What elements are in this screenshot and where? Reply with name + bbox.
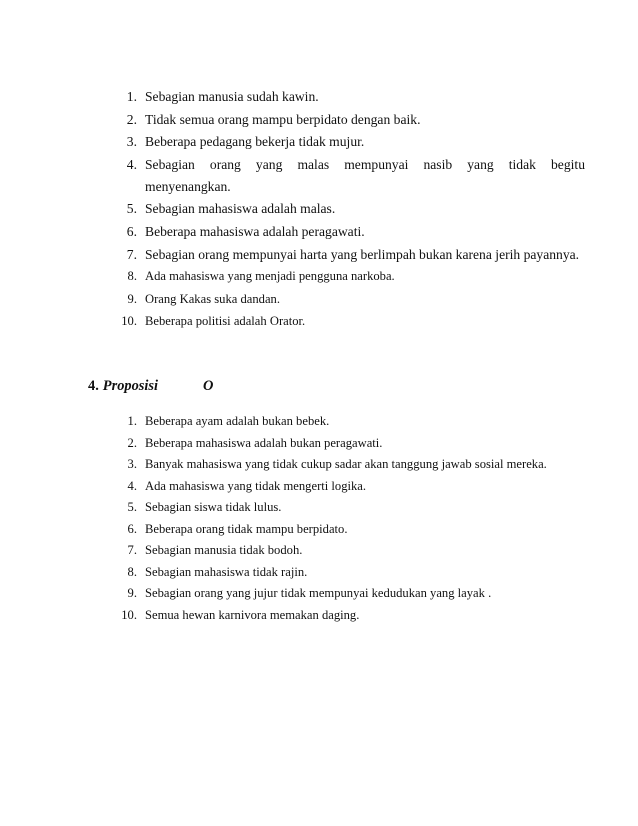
item-number: 1. <box>127 414 137 428</box>
item-number: 8. <box>127 564 137 579</box>
item-text-continuation: menyenangkan. <box>145 178 231 194</box>
list-item <box>105 519 585 541</box>
item-number: 4. <box>126 156 137 172</box>
item-text: Sebagian mahasiswa adalah malas. <box>145 201 336 217</box>
list-item <box>105 109 585 130</box>
list-item <box>105 562 585 584</box>
section-number: 4. <box>88 378 99 394</box>
item-text: Sebagian orang mempunyai harta yang berlimpah bukan karena jerih payannya. <box>145 246 580 262</box>
list-item <box>105 497 585 519</box>
item-number: 10. <box>121 607 137 622</box>
item-text: Beberapa orang tidak mampu berpidato. <box>145 521 348 536</box>
item-text: Sebagian manusia tidak bodoh. <box>145 543 303 557</box>
item-text: Beberapa mahasiswa adalah bukan peragawati. <box>145 435 383 450</box>
list-item <box>105 433 585 455</box>
item-text: Beberapa ayam adalah bukan bebek. <box>145 414 330 428</box>
item-number: 2. <box>127 435 137 450</box>
item-number: 8. <box>127 269 137 284</box>
item-text: Sebagian orang yang malas mempunyai nasib yang tidak begitu <box>145 156 585 172</box>
item-number: 9. <box>127 291 137 306</box>
examples-list-1 <box>105 86 585 334</box>
list-item <box>105 131 585 152</box>
item-text: Banyak mahasiswa yang tidak cukup sadar akan tanggung jawab sosial mereka. <box>145 457 547 471</box>
item-number: 1. <box>126 89 137 104</box>
item-text: Semua hewan karnivora memakan daging. <box>145 607 360 622</box>
item-number: 7. <box>127 543 137 557</box>
list-item <box>105 583 585 605</box>
item-number: 9. <box>127 586 137 600</box>
list-item <box>105 605 585 627</box>
examples-list-2 <box>105 411 585 626</box>
section-letter: O <box>203 378 214 394</box>
list-item <box>105 289 585 310</box>
item-text: Orang Kakas suka dandan. <box>145 291 280 306</box>
item-text: Tidak semua orang mampu berpidato dengan baik. <box>145 111 421 127</box>
item-number: 3. <box>127 457 137 471</box>
item-number: 2. <box>126 111 137 127</box>
item-number: 5. <box>126 201 137 217</box>
list-item <box>105 198 585 219</box>
item-number: 5. <box>127 500 137 514</box>
list-item <box>105 86 585 107</box>
list-item <box>105 221 585 242</box>
item-text: Ada mahasiswa yang menjadi pengguna narkoba. <box>145 269 395 284</box>
item-number: 10. <box>121 314 137 329</box>
item-text: Ada mahasiswa yang tidak mengerti logika. <box>145 478 367 493</box>
list-item <box>105 476 585 498</box>
item-text: Sebagian mahasiswa tidak rajin. <box>145 564 308 579</box>
list-item <box>105 244 585 265</box>
item-text: Beberapa pedagang bekerja tidak mujur. <box>145 134 365 150</box>
item-number: 6. <box>126 223 137 239</box>
item-text: Sebagian orang yang jujur tidak mempunyai kedudukan yang layak . <box>145 586 492 600</box>
list-item <box>105 454 585 476</box>
section-title: Proposisi <box>102 378 158 394</box>
list-item <box>105 311 585 332</box>
item-number: 4. <box>127 478 137 493</box>
item-number: 3. <box>126 134 137 150</box>
item-number: 7. <box>126 246 137 262</box>
list-item <box>105 266 585 287</box>
item-text: Sebagian manusia sudah kawin. <box>145 89 319 104</box>
section-heading <box>88 378 214 395</box>
item-text: Beberapa politisi adalah Orator. <box>145 314 306 329</box>
item-text: Beberapa mahasiswa adalah peragawati. <box>145 223 365 239</box>
item-text: Sebagian siswa tidak lulus. <box>145 500 282 514</box>
list-item <box>105 540 585 562</box>
item-number: 6. <box>127 521 137 536</box>
list-item <box>105 411 585 433</box>
list-item <box>105 154 585 197</box>
